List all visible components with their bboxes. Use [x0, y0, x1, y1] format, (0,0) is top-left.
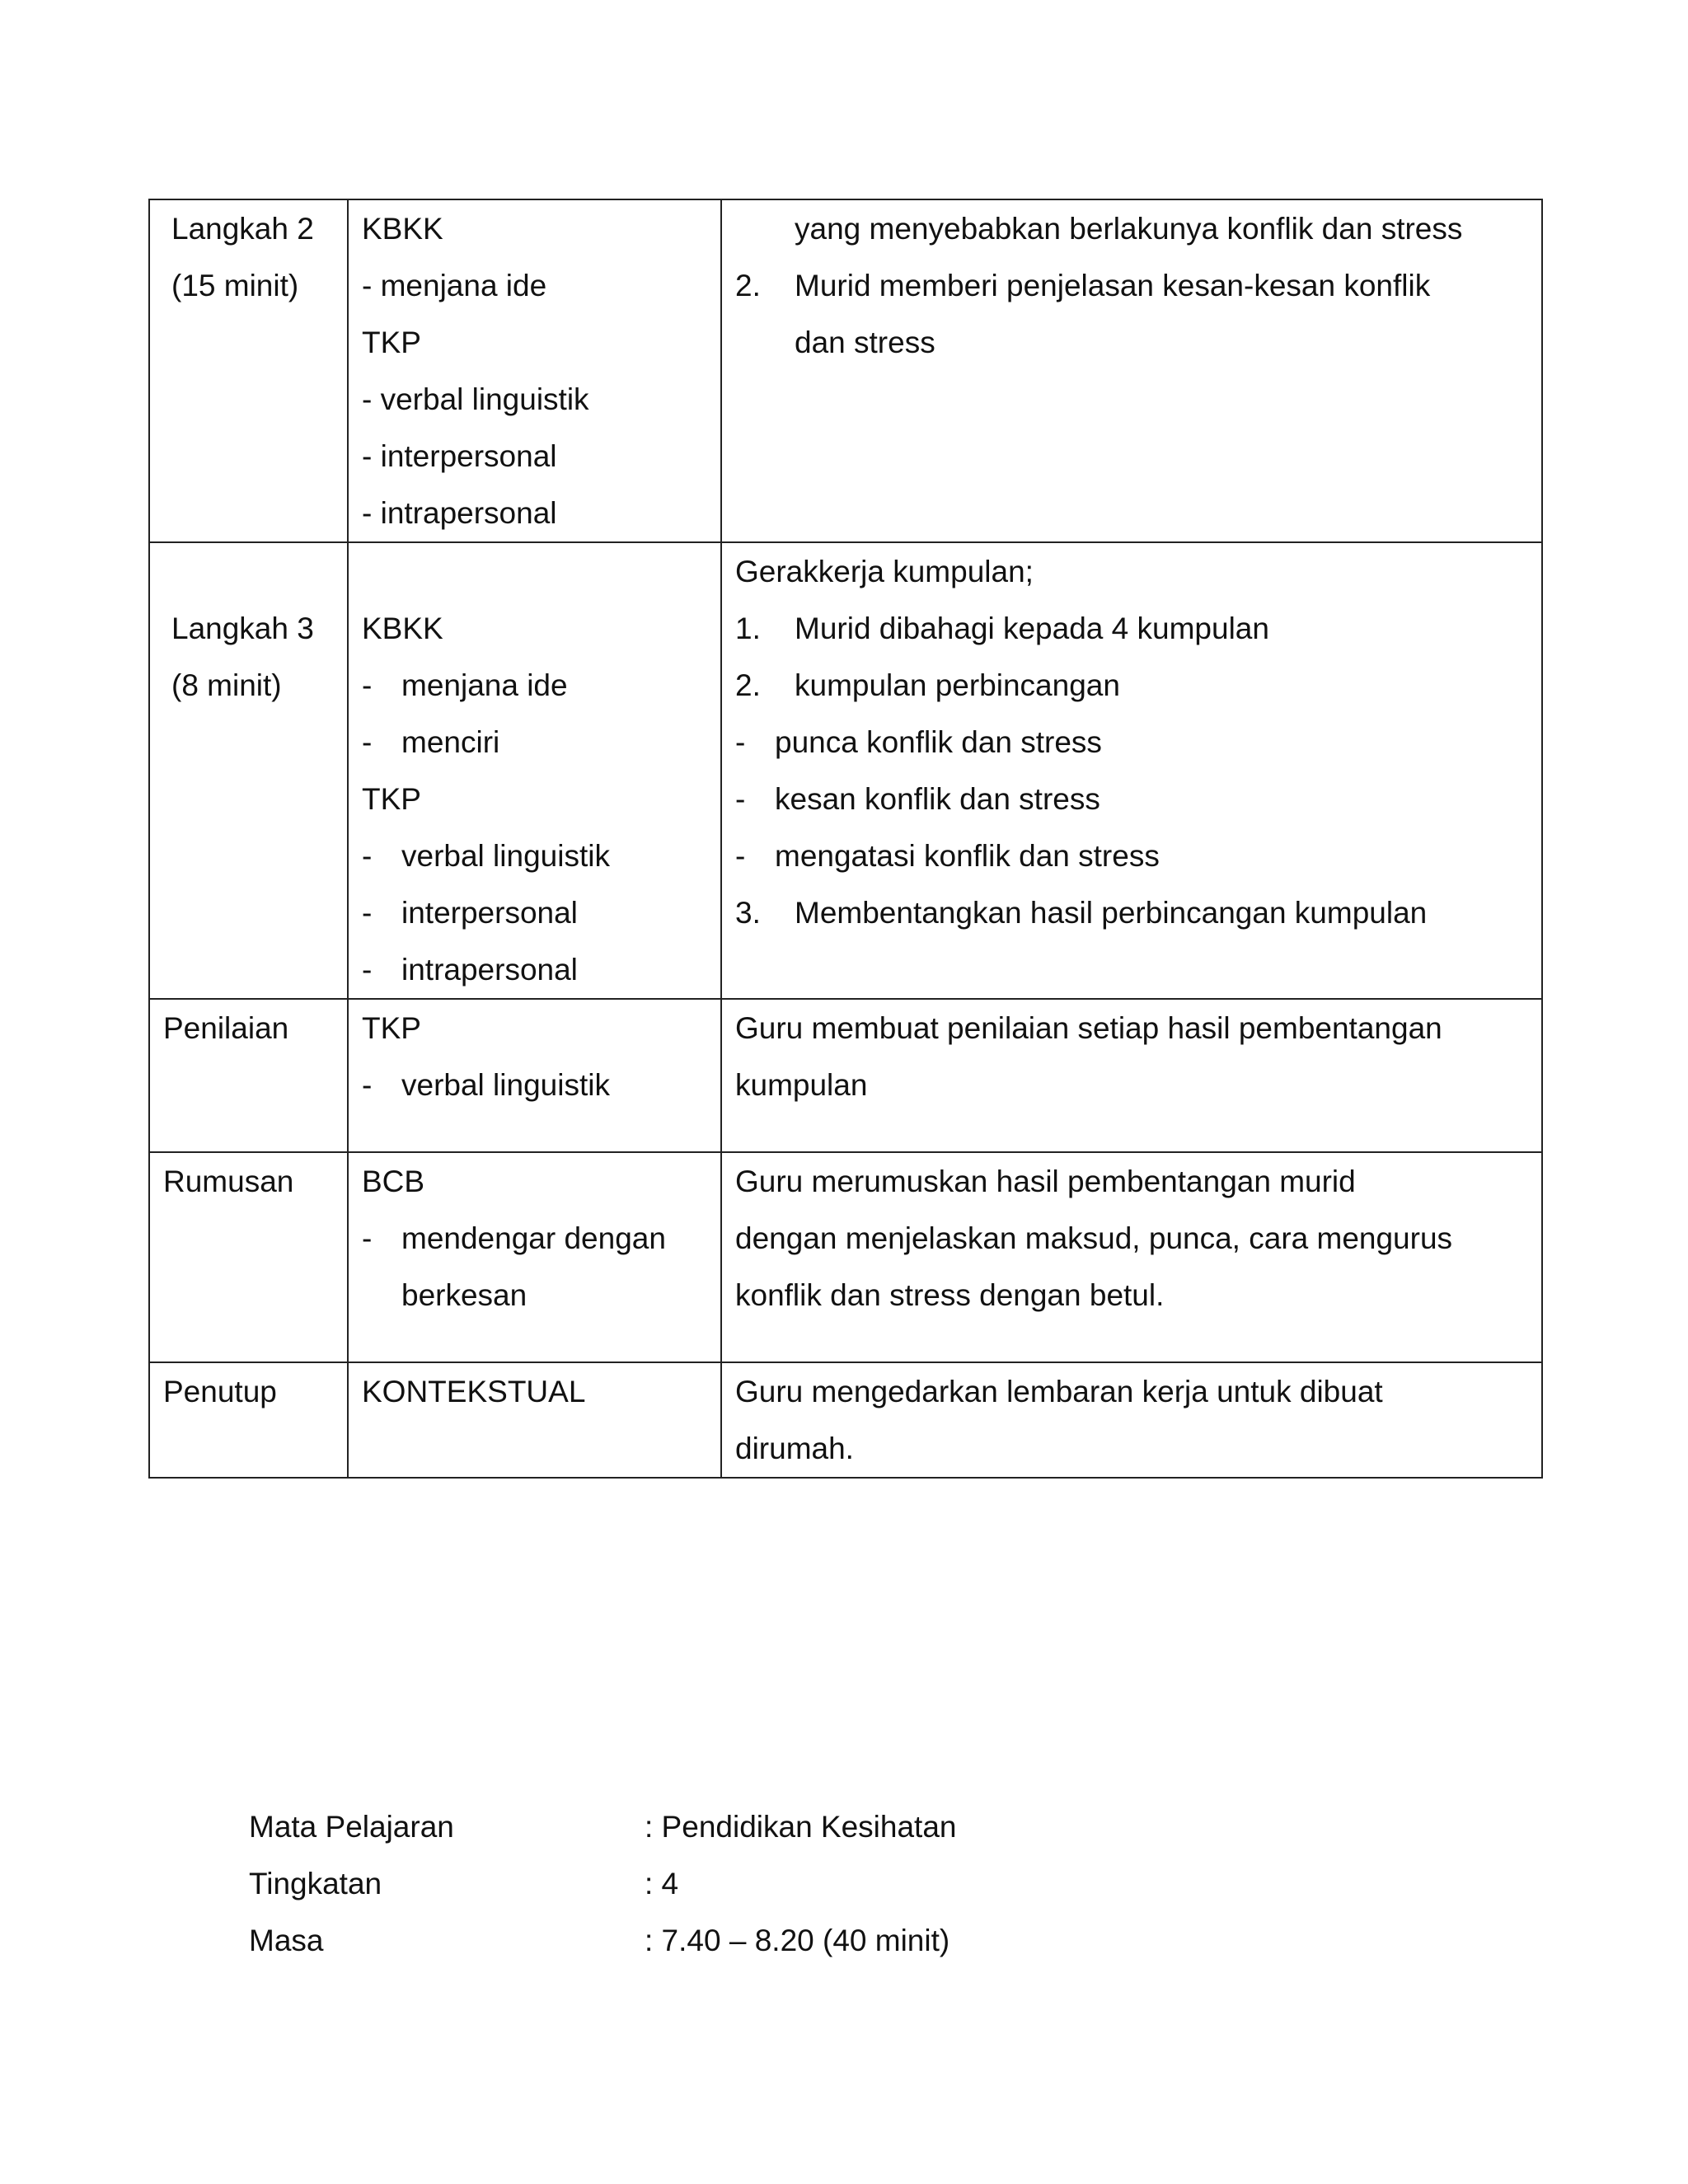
stage-cell	[149, 999, 348, 1152]
stage-cell	[149, 542, 348, 999]
list-item	[735, 600, 1528, 657]
list-text: punca konflik dan stress	[775, 725, 1102, 759]
strategy-heading: TKP	[362, 1011, 421, 1045]
list-item	[735, 771, 1528, 827]
table-row	[149, 999, 1542, 1152]
dash-marker: -	[362, 1068, 373, 1102]
list-marker: 2.	[735, 668, 761, 702]
list-text: interpersonal	[401, 896, 578, 930]
stage-label: Rumusan	[163, 1165, 294, 1198]
list-text: verbal linguistik	[401, 839, 610, 873]
info-value: : 4	[645, 1867, 679, 1900]
list-text: Membentangkan hasil perbincangan kumpulan	[795, 896, 1428, 930]
strategy-heading: TKP	[362, 782, 421, 816]
info-value: : 7.40 – 8.20 (40 minit)	[645, 1924, 950, 1957]
stage-label: Langkah 2	[171, 212, 314, 246]
strategy-line: - menjana ide	[362, 269, 547, 302]
list-item	[362, 1210, 707, 1267]
dash-marker: -	[362, 725, 373, 759]
activity-line: dengan menjelaskan maksud, punca, cara mengurus	[735, 1221, 1453, 1255]
dash-marker: -	[362, 668, 373, 702]
list-item	[735, 884, 1528, 941]
list-text: Murid memberi penjelasan kesan-kesan konflik	[795, 269, 1431, 302]
stage-duration: (15 minit)	[171, 269, 299, 302]
info-row	[249, 1855, 957, 1912]
info-row	[249, 1912, 957, 1969]
list-text: menjana ide	[401, 668, 568, 702]
dash-marker: -	[362, 953, 373, 987]
activity-line: Guru merumuskan hasil pembentangan murid	[735, 1165, 1356, 1198]
strategy-line: - intrapersonal	[362, 496, 557, 530]
info-label: Mata Pelajaran	[249, 1810, 454, 1844]
list-text: kesan konflik dan stress	[775, 782, 1100, 816]
strategy-cell	[348, 1152, 721, 1362]
activity-line: Guru mengedarkan lembaran kerja untuk dibuat	[735, 1375, 1383, 1408]
stage-cell	[149, 1152, 348, 1362]
lesson-plan-table	[148, 199, 1543, 1479]
strategy-cell	[348, 999, 721, 1152]
activity-line: dirumah.	[735, 1432, 854, 1465]
strategy-line: KBKK	[362, 212, 443, 246]
list-item	[735, 827, 1528, 884]
list-item	[362, 1057, 707, 1113]
list-item	[735, 257, 1528, 314]
list-item	[362, 827, 707, 884]
activity-line: konflik dan stress dengan betul.	[735, 1278, 1165, 1312]
strategy-heading: BCB	[362, 1165, 425, 1198]
strategy-line: TKP	[362, 326, 421, 359]
list-text: mendengar dengan	[401, 1221, 666, 1255]
list-text: mengatasi konflik dan stress	[775, 839, 1160, 873]
list-text: kumpulan perbincangan	[795, 668, 1120, 702]
info-label: Tingkatan	[249, 1867, 382, 1900]
info-label: Masa	[249, 1924, 324, 1957]
list-text: verbal linguistik	[401, 1068, 610, 1102]
list-text: menciri	[401, 725, 500, 759]
list-item	[362, 657, 707, 714]
list-text-continuation: dan stress	[795, 326, 935, 359]
table-row	[149, 1152, 1542, 1362]
dash-marker: -	[362, 896, 373, 930]
activity-intro: Gerakkerja kumpulan;	[735, 555, 1034, 588]
info-row	[249, 1798, 957, 1855]
strategy-cell	[348, 199, 721, 542]
strategy-cell	[348, 1362, 721, 1478]
list-text: Murid dibahagi kepada 4 kumpulan	[795, 612, 1269, 645]
activity-cell	[721, 999, 1542, 1152]
dash-marker: -	[362, 1221, 373, 1255]
list-item	[735, 657, 1528, 714]
list-marker: 2.	[735, 269, 761, 302]
list-item	[735, 714, 1528, 771]
strategy-heading: KONTEKSTUAL	[362, 1375, 586, 1408]
table-row	[149, 1362, 1542, 1478]
activity-cell	[721, 199, 1542, 542]
dash-marker: -	[735, 782, 746, 816]
dash-marker: -	[362, 839, 373, 873]
strategy-heading: KBKK	[362, 612, 443, 645]
list-marker: 1.	[735, 612, 761, 645]
strategy-line: - interpersonal	[362, 439, 557, 473]
list-item	[362, 714, 707, 771]
activity-cell	[721, 1152, 1542, 1362]
strategy-line: - verbal linguistik	[362, 382, 589, 416]
table-row	[149, 199, 1542, 542]
list-item	[362, 884, 707, 941]
info-value: : Pendidikan Kesihatan	[645, 1810, 957, 1844]
list-item	[362, 941, 707, 998]
activity-continuation: yang menyebabkan berlakunya konflik dan stress	[795, 212, 1463, 246]
activity-line: kumpulan	[735, 1068, 868, 1102]
dash-marker: -	[735, 839, 746, 873]
stage-cell	[149, 1362, 348, 1478]
activity-line: Guru membuat penilaian setiap hasil pembentangan	[735, 1011, 1442, 1045]
stage-duration: (8 minit)	[171, 668, 282, 702]
list-text-continuation: berkesan	[401, 1278, 528, 1312]
lesson-info	[249, 1798, 957, 1969]
stage-label: Langkah 3	[171, 612, 314, 645]
table-row	[149, 542, 1542, 999]
stage-cell	[149, 199, 348, 542]
stage-label: Penutup	[163, 1375, 277, 1408]
dash-marker: -	[735, 725, 746, 759]
strategy-cell	[348, 542, 721, 999]
list-marker: 3.	[735, 896, 761, 930]
stage-label: Penilaian	[163, 1011, 289, 1045]
activity-cell	[721, 1362, 1542, 1478]
activity-cell	[721, 542, 1542, 999]
list-text: intrapersonal	[401, 953, 578, 987]
